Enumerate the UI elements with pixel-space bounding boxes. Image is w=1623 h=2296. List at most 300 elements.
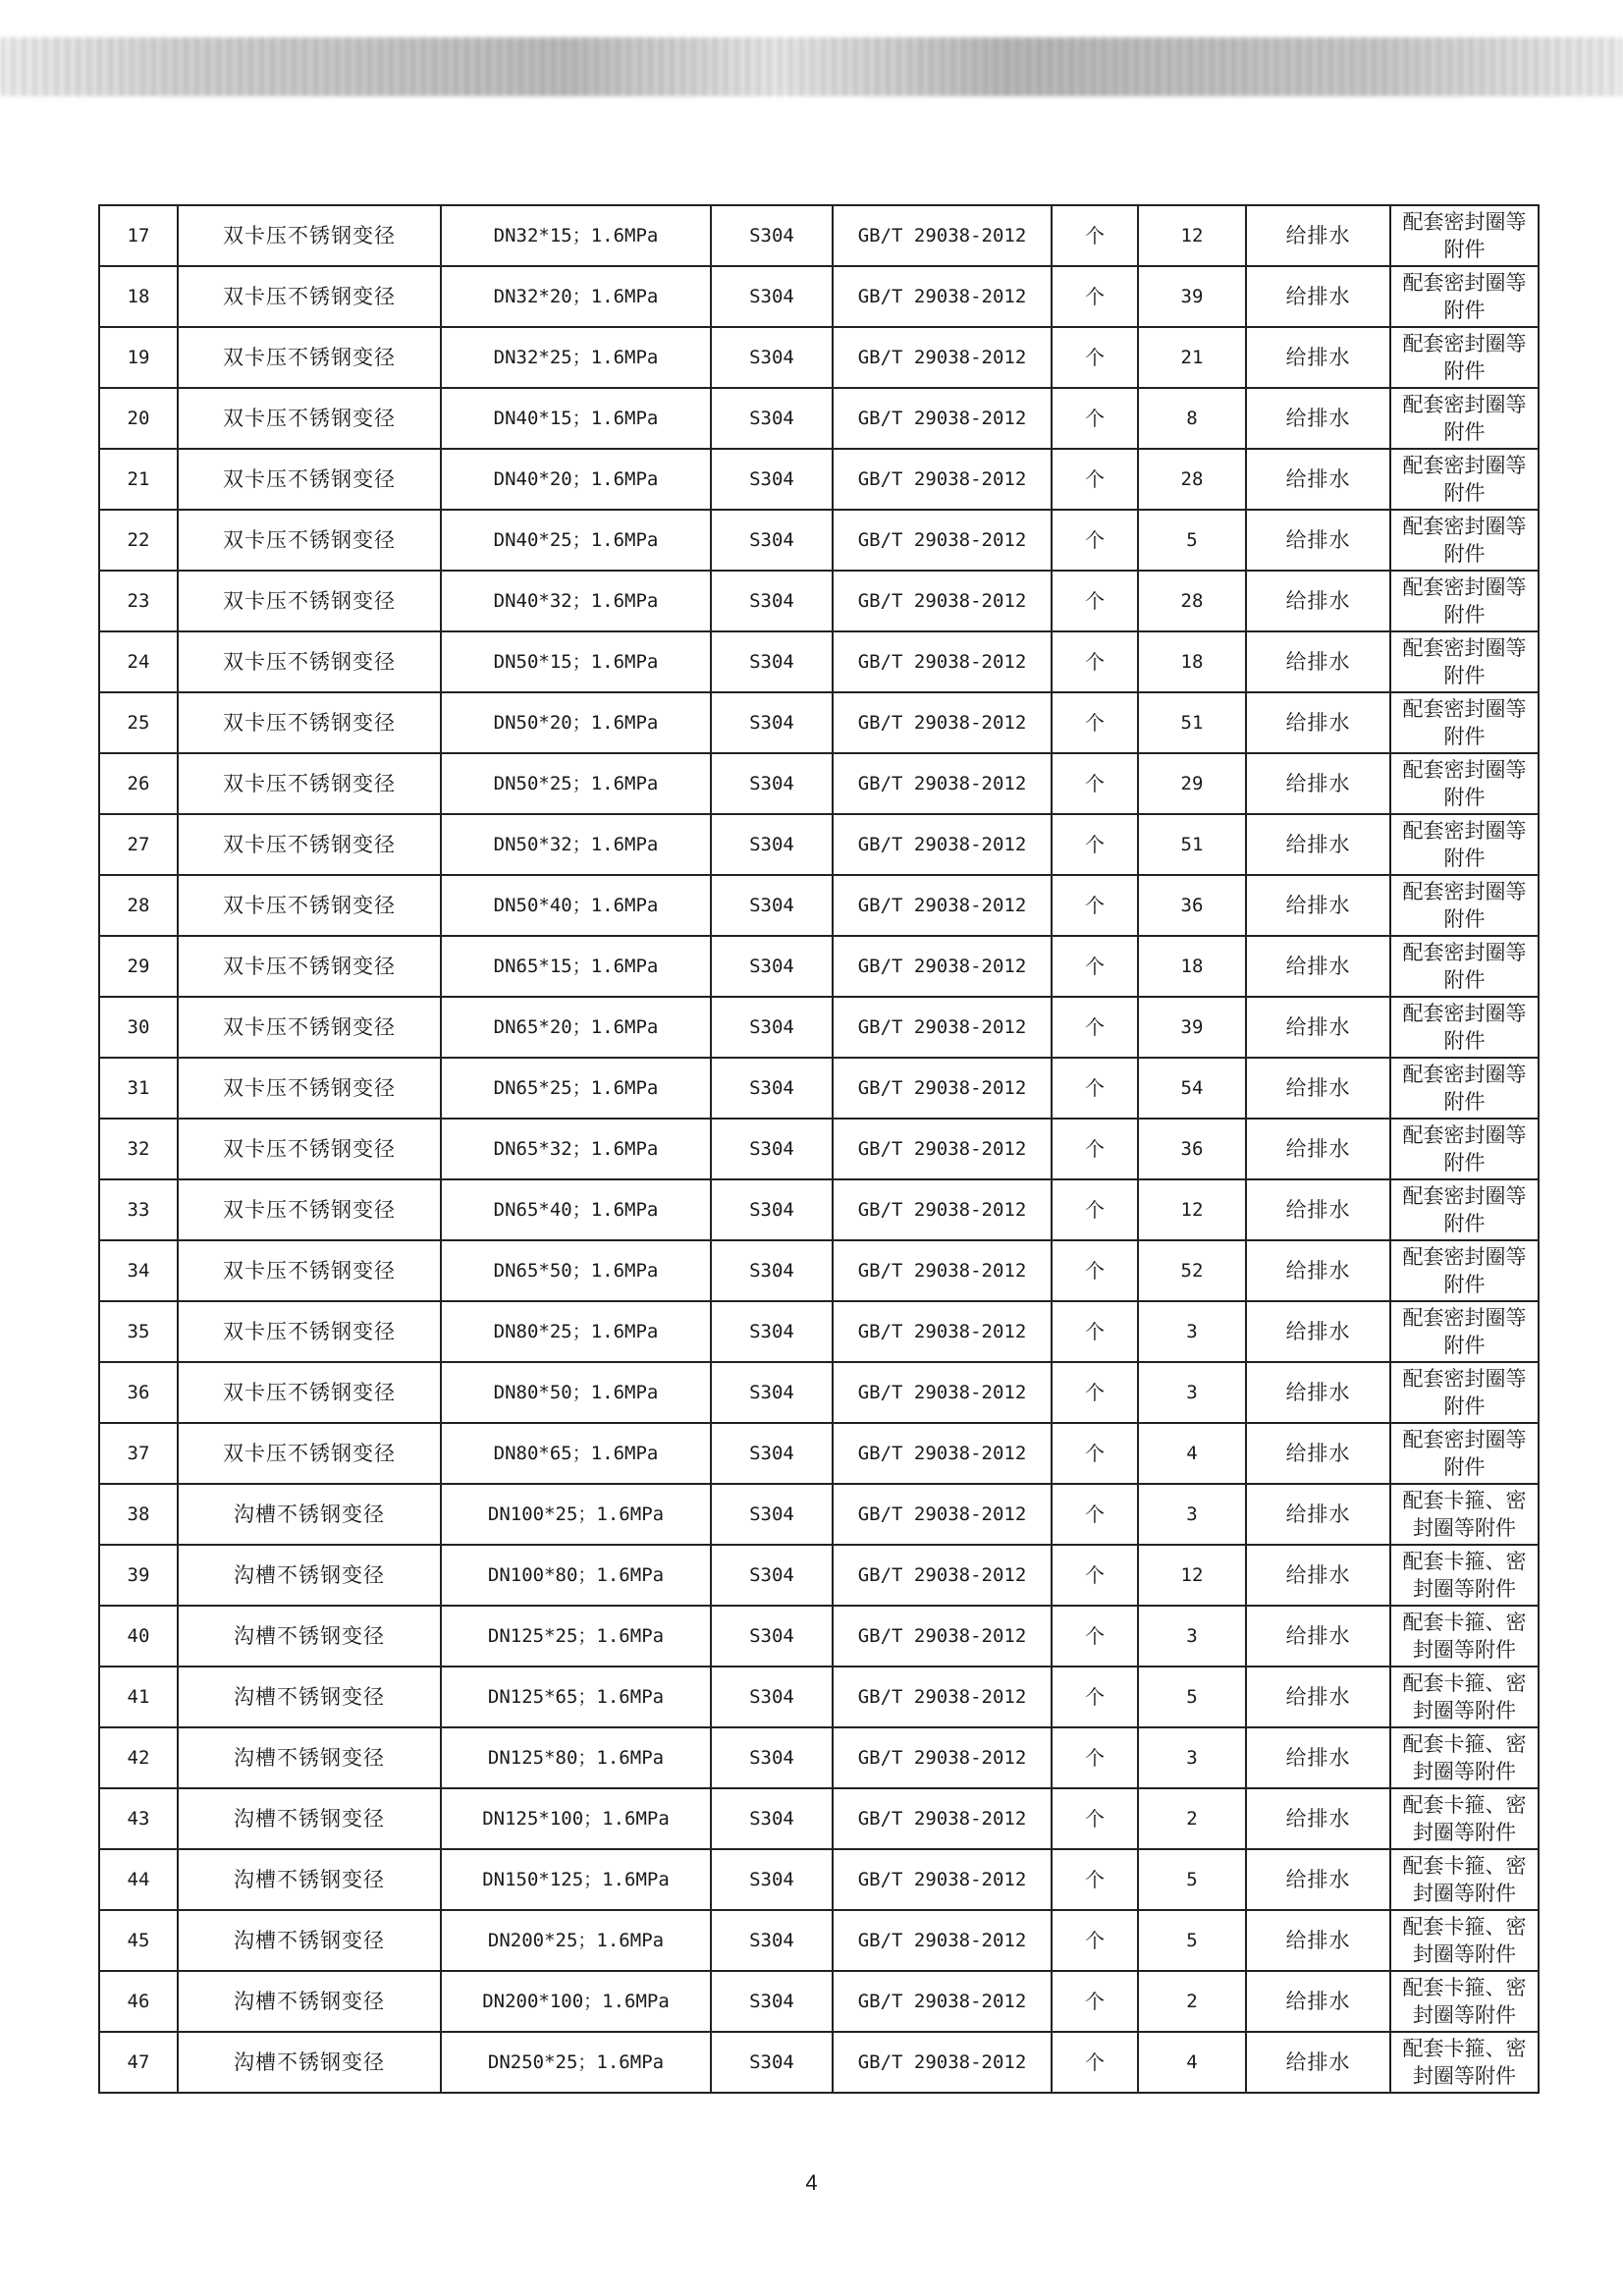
product-name-cell: 双卡压不锈钢变径 <box>178 205 441 266</box>
material-cell: S304 <box>711 875 833 936</box>
usage-cell: 给排水 <box>1246 1971 1390 2032</box>
remark-cell: 配套密封圈等附件 <box>1390 692 1539 753</box>
quantity-cell: 2 <box>1138 1788 1246 1849</box>
row-index-cell: 33 <box>99 1179 178 1240</box>
specification-cell: DN200*25；1.6MPa <box>441 1910 711 1971</box>
remark-cell: 配套密封圈等附件 <box>1390 1423 1539 1484</box>
usage-cell: 给排水 <box>1246 388 1390 449</box>
unit-cell: 个 <box>1052 1179 1138 1240</box>
material-cell: S304 <box>711 266 833 327</box>
specification-cell: DN50*32；1.6MPa <box>441 814 711 875</box>
product-name-cell: 双卡压不锈钢变径 <box>178 327 441 388</box>
material-cell: S304 <box>711 2032 833 2093</box>
row-index-cell: 35 <box>99 1301 178 1362</box>
material-cell: S304 <box>711 510 833 571</box>
remark-cell: 配套卡箍、密封圈等附件 <box>1390 2032 1539 2093</box>
specification-cell: DN125*100；1.6MPa <box>441 1788 711 1849</box>
specification-cell: DN100*25；1.6MPa <box>441 1484 711 1545</box>
table-row <box>99 753 1539 814</box>
specification-cell: DN50*40；1.6MPa <box>441 875 711 936</box>
product-name-cell: 沟槽不锈钢变径 <box>178 1849 441 1910</box>
table-row <box>99 1362 1539 1423</box>
row-index-cell: 34 <box>99 1240 178 1301</box>
usage-cell: 给排水 <box>1246 1667 1390 1727</box>
specification-cell: DN32*20；1.6MPa <box>441 266 711 327</box>
product-name-cell: 沟槽不锈钢变径 <box>178 2032 441 2093</box>
row-index-cell: 27 <box>99 814 178 875</box>
standard-cell: GB/T 29038-2012 <box>833 753 1052 814</box>
row-index-cell: 20 <box>99 388 178 449</box>
specification-cell: DN32*25；1.6MPa <box>441 327 711 388</box>
specification-cell: DN40*20；1.6MPa <box>441 449 711 510</box>
quantity-cell: 29 <box>1138 753 1246 814</box>
product-name-cell: 双卡压不锈钢变径 <box>178 266 441 327</box>
materials-table <box>98 204 1540 2094</box>
material-cell: S304 <box>711 1788 833 1849</box>
standard-cell: GB/T 29038-2012 <box>833 1179 1052 1240</box>
material-cell: S304 <box>711 1667 833 1727</box>
table-row <box>99 510 1539 571</box>
unit-cell: 个 <box>1052 1545 1138 1606</box>
material-cell: S304 <box>711 1423 833 1484</box>
row-index-cell: 42 <box>99 1727 178 1788</box>
quantity-cell: 39 <box>1138 997 1246 1058</box>
product-name-cell: 双卡压不锈钢变径 <box>178 1058 441 1119</box>
usage-cell: 给排水 <box>1246 1301 1390 1362</box>
row-index-cell: 17 <box>99 205 178 266</box>
remark-cell: 配套密封圈等附件 <box>1390 875 1539 936</box>
row-index-cell: 19 <box>99 327 178 388</box>
unit-cell: 个 <box>1052 388 1138 449</box>
row-index-cell: 22 <box>99 510 178 571</box>
remark-cell: 配套密封圈等附件 <box>1390 997 1539 1058</box>
product-name-cell: 双卡压不锈钢变径 <box>178 631 441 692</box>
unit-cell: 个 <box>1052 936 1138 997</box>
material-cell: S304 <box>711 936 833 997</box>
specification-cell: DN50*25；1.6MPa <box>441 753 711 814</box>
product-name-cell: 双卡压不锈钢变径 <box>178 1362 441 1423</box>
remark-cell: 配套密封圈等附件 <box>1390 327 1539 388</box>
table-row <box>99 1240 1539 1301</box>
standard-cell: GB/T 29038-2012 <box>833 571 1052 631</box>
remark-cell: 配套密封圈等附件 <box>1390 1301 1539 1362</box>
quantity-cell: 8 <box>1138 388 1246 449</box>
usage-cell: 给排水 <box>1246 753 1390 814</box>
usage-cell: 给排水 <box>1246 875 1390 936</box>
standard-cell: GB/T 29038-2012 <box>833 631 1052 692</box>
specification-cell: DN40*15；1.6MPa <box>441 388 711 449</box>
unit-cell: 个 <box>1052 1362 1138 1423</box>
usage-cell: 给排水 <box>1246 571 1390 631</box>
material-cell: S304 <box>711 814 833 875</box>
quantity-cell: 4 <box>1138 1423 1246 1484</box>
material-cell: S304 <box>711 631 833 692</box>
quantity-cell: 2 <box>1138 1971 1246 2032</box>
row-index-cell: 47 <box>99 2032 178 2093</box>
quantity-cell: 3 <box>1138 1301 1246 1362</box>
standard-cell: GB/T 29038-2012 <box>833 1240 1052 1301</box>
standard-cell: GB/T 29038-2012 <box>833 997 1052 1058</box>
usage-cell: 给排水 <box>1246 266 1390 327</box>
table-row <box>99 1971 1539 2032</box>
remark-cell: 配套卡箍、密封圈等附件 <box>1390 1849 1539 1910</box>
specification-cell: DN100*80；1.6MPa <box>441 1545 711 1606</box>
specification-cell: DN65*25；1.6MPa <box>441 1058 711 1119</box>
quantity-cell: 51 <box>1138 814 1246 875</box>
usage-cell: 给排水 <box>1246 1788 1390 1849</box>
unit-cell: 个 <box>1052 1667 1138 1727</box>
product-name-cell: 沟槽不锈钢变径 <box>178 1545 441 1606</box>
remark-cell: 配套密封圈等附件 <box>1390 449 1539 510</box>
usage-cell: 给排水 <box>1246 2032 1390 2093</box>
table-row <box>99 1788 1539 1849</box>
table-row <box>99 205 1539 266</box>
quantity-cell: 12 <box>1138 1179 1246 1240</box>
row-index-cell: 37 <box>99 1423 178 1484</box>
table-row <box>99 571 1539 631</box>
unit-cell: 个 <box>1052 571 1138 631</box>
table-row <box>99 1058 1539 1119</box>
material-cell: S304 <box>711 1301 833 1362</box>
row-index-cell: 40 <box>99 1606 178 1667</box>
row-index-cell: 41 <box>99 1667 178 1727</box>
table-row <box>99 327 1539 388</box>
unit-cell: 个 <box>1052 1484 1138 1545</box>
unit-cell: 个 <box>1052 1849 1138 1910</box>
row-index-cell: 29 <box>99 936 178 997</box>
specification-cell: DN65*20；1.6MPa <box>441 997 711 1058</box>
material-cell: S304 <box>711 1971 833 2032</box>
specification-cell: DN80*25；1.6MPa <box>441 1301 711 1362</box>
quantity-cell: 3 <box>1138 1606 1246 1667</box>
unit-cell: 个 <box>1052 2032 1138 2093</box>
standard-cell: GB/T 29038-2012 <box>833 1788 1052 1849</box>
table-row <box>99 1667 1539 1727</box>
product-name-cell: 沟槽不锈钢变径 <box>178 1971 441 2032</box>
remark-cell: 配套卡箍、密封圈等附件 <box>1390 1606 1539 1667</box>
unit-cell: 个 <box>1052 814 1138 875</box>
unit-cell: 个 <box>1052 1119 1138 1179</box>
row-index-cell: 23 <box>99 571 178 631</box>
usage-cell: 给排水 <box>1246 510 1390 571</box>
unit-cell: 个 <box>1052 266 1138 327</box>
specification-cell: DN32*15；1.6MPa <box>441 205 711 266</box>
usage-cell: 给排水 <box>1246 1240 1390 1301</box>
row-index-cell: 31 <box>99 1058 178 1119</box>
remark-cell: 配套密封圈等附件 <box>1390 814 1539 875</box>
product-name-cell: 双卡压不锈钢变径 <box>178 936 441 997</box>
product-name-cell: 双卡压不锈钢变径 <box>178 449 441 510</box>
usage-cell: 给排水 <box>1246 1484 1390 1545</box>
specification-cell: DN250*25；1.6MPa <box>441 2032 711 2093</box>
table-row <box>99 875 1539 936</box>
remark-cell: 配套卡箍、密封圈等附件 <box>1390 1484 1539 1545</box>
row-index-cell: 25 <box>99 692 178 753</box>
specification-cell: DN80*50；1.6MPa <box>441 1362 711 1423</box>
standard-cell: GB/T 29038-2012 <box>833 1484 1052 1545</box>
quantity-cell: 28 <box>1138 449 1246 510</box>
standard-cell: GB/T 29038-2012 <box>833 1606 1052 1667</box>
product-name-cell: 双卡压不锈钢变径 <box>178 1423 441 1484</box>
table-row <box>99 388 1539 449</box>
quantity-cell: 5 <box>1138 1667 1246 1727</box>
table-row <box>99 814 1539 875</box>
remark-cell: 配套密封圈等附件 <box>1390 1179 1539 1240</box>
material-cell: S304 <box>711 753 833 814</box>
specification-cell: DN65*50；1.6MPa <box>441 1240 711 1301</box>
specification-cell: DN65*40；1.6MPa <box>441 1179 711 1240</box>
quantity-cell: 51 <box>1138 692 1246 753</box>
standard-cell: GB/T 29038-2012 <box>833 1910 1052 1971</box>
product-name-cell: 双卡压不锈钢变径 <box>178 753 441 814</box>
usage-cell: 给排水 <box>1246 1849 1390 1910</box>
standard-cell: GB/T 29038-2012 <box>833 205 1052 266</box>
quantity-cell: 54 <box>1138 1058 1246 1119</box>
standard-cell: GB/T 29038-2012 <box>833 327 1052 388</box>
standard-cell: GB/T 29038-2012 <box>833 449 1052 510</box>
standard-cell: GB/T 29038-2012 <box>833 1119 1052 1179</box>
usage-cell: 给排水 <box>1246 936 1390 997</box>
unit-cell: 个 <box>1052 1606 1138 1667</box>
row-index-cell: 24 <box>99 631 178 692</box>
remark-cell: 配套密封圈等附件 <box>1390 1119 1539 1179</box>
unit-cell: 个 <box>1052 1301 1138 1362</box>
remark-cell: 配套密封圈等附件 <box>1390 266 1539 327</box>
standard-cell: GB/T 29038-2012 <box>833 1971 1052 2032</box>
standard-cell: GB/T 29038-2012 <box>833 1301 1052 1362</box>
material-cell: S304 <box>711 1119 833 1179</box>
table-row <box>99 936 1539 997</box>
table-row <box>99 1119 1539 1179</box>
remark-cell: 配套密封圈等附件 <box>1390 205 1539 266</box>
product-name-cell: 沟槽不锈钢变径 <box>178 1667 441 1727</box>
table-row <box>99 1606 1539 1667</box>
material-cell: S304 <box>711 1362 833 1423</box>
specification-cell: DN200*100；1.6MPa <box>441 1971 711 2032</box>
usage-cell: 给排水 <box>1246 1545 1390 1606</box>
unit-cell: 个 <box>1052 1423 1138 1484</box>
row-index-cell: 30 <box>99 997 178 1058</box>
table-row <box>99 997 1539 1058</box>
material-cell: S304 <box>711 1484 833 1545</box>
remark-cell: 配套密封圈等附件 <box>1390 1362 1539 1423</box>
row-index-cell: 26 <box>99 753 178 814</box>
table-body <box>99 205 1539 2093</box>
remark-cell: 配套卡箍、密封圈等附件 <box>1390 1545 1539 1606</box>
unit-cell: 个 <box>1052 997 1138 1058</box>
remark-cell: 配套密封圈等附件 <box>1390 753 1539 814</box>
material-cell: S304 <box>711 388 833 449</box>
remark-cell: 配套密封圈等附件 <box>1390 1240 1539 1301</box>
specification-cell: DN50*20；1.6MPa <box>441 692 711 753</box>
table-row <box>99 1545 1539 1606</box>
material-cell: S304 <box>711 571 833 631</box>
standard-cell: GB/T 29038-2012 <box>833 510 1052 571</box>
remark-cell: 配套密封圈等附件 <box>1390 936 1539 997</box>
row-index-cell: 43 <box>99 1788 178 1849</box>
scan-artifact-strip <box>0 37 1623 96</box>
specification-cell: DN150*125；1.6MPa <box>441 1849 711 1910</box>
standard-cell: GB/T 29038-2012 <box>833 814 1052 875</box>
product-name-cell: 沟槽不锈钢变径 <box>178 1910 441 1971</box>
product-name-cell: 沟槽不锈钢变径 <box>178 1788 441 1849</box>
standard-cell: GB/T 29038-2012 <box>833 1362 1052 1423</box>
quantity-cell: 3 <box>1138 1727 1246 1788</box>
usage-cell: 给排水 <box>1246 449 1390 510</box>
quantity-cell: 5 <box>1138 510 1246 571</box>
standard-cell: GB/T 29038-2012 <box>833 1058 1052 1119</box>
usage-cell: 给排水 <box>1246 1179 1390 1240</box>
table-row <box>99 1727 1539 1788</box>
material-cell: S304 <box>711 1058 833 1119</box>
standard-cell: GB/T 29038-2012 <box>833 1545 1052 1606</box>
material-cell: S304 <box>711 1910 833 1971</box>
remark-cell: 配套卡箍、密封圈等附件 <box>1390 1971 1539 2032</box>
unit-cell: 个 <box>1052 449 1138 510</box>
standard-cell: GB/T 29038-2012 <box>833 1727 1052 1788</box>
unit-cell: 个 <box>1052 1910 1138 1971</box>
unit-cell: 个 <box>1052 1788 1138 1849</box>
unit-cell: 个 <box>1052 510 1138 571</box>
quantity-cell: 5 <box>1138 1849 1246 1910</box>
quantity-cell: 3 <box>1138 1362 1246 1423</box>
material-cell: S304 <box>711 692 833 753</box>
product-name-cell: 双卡压不锈钢变径 <box>178 510 441 571</box>
table-row <box>99 1910 1539 1971</box>
standard-cell: GB/T 29038-2012 <box>833 692 1052 753</box>
unit-cell: 个 <box>1052 1971 1138 2032</box>
row-index-cell: 45 <box>99 1910 178 1971</box>
standard-cell: GB/T 29038-2012 <box>833 875 1052 936</box>
quantity-cell: 18 <box>1138 936 1246 997</box>
specification-cell: DN65*32；1.6MPa <box>441 1119 711 1179</box>
usage-cell: 给排水 <box>1246 1910 1390 1971</box>
specification-cell: DN40*25；1.6MPa <box>441 510 711 571</box>
specification-cell: DN125*65；1.6MPa <box>441 1667 711 1727</box>
material-cell: S304 <box>711 1606 833 1667</box>
table-row <box>99 1484 1539 1545</box>
product-name-cell: 双卡压不锈钢变径 <box>178 875 441 936</box>
material-cell: S304 <box>711 1179 833 1240</box>
remark-cell: 配套卡箍、密封圈等附件 <box>1390 1788 1539 1849</box>
standard-cell: GB/T 29038-2012 <box>833 936 1052 997</box>
unit-cell: 个 <box>1052 1727 1138 1788</box>
product-name-cell: 双卡压不锈钢变径 <box>178 814 441 875</box>
product-name-cell: 沟槽不锈钢变径 <box>178 1727 441 1788</box>
specification-cell: DN50*15；1.6MPa <box>441 631 711 692</box>
row-index-cell: 36 <box>99 1362 178 1423</box>
row-index-cell: 21 <box>99 449 178 510</box>
quantity-cell: 3 <box>1138 1484 1246 1545</box>
row-index-cell: 44 <box>99 1849 178 1910</box>
product-name-cell: 双卡压不锈钢变径 <box>178 692 441 753</box>
remark-cell: 配套卡箍、密封圈等附件 <box>1390 1727 1539 1788</box>
material-cell: S304 <box>711 449 833 510</box>
usage-cell: 给排水 <box>1246 1058 1390 1119</box>
product-name-cell: 双卡压不锈钢变径 <box>178 571 441 631</box>
row-index-cell: 39 <box>99 1545 178 1606</box>
quantity-cell: 39 <box>1138 266 1246 327</box>
table-row <box>99 631 1539 692</box>
specification-cell: DN65*15；1.6MPa <box>441 936 711 997</box>
page-number: 4 <box>805 2170 818 2195</box>
product-name-cell: 双卡压不锈钢变径 <box>178 997 441 1058</box>
remark-cell: 配套密封圈等附件 <box>1390 388 1539 449</box>
quantity-cell: 5 <box>1138 1910 1246 1971</box>
product-name-cell: 双卡压不锈钢变径 <box>178 1179 441 1240</box>
material-cell: S304 <box>711 327 833 388</box>
row-index-cell: 46 <box>99 1971 178 2032</box>
remark-cell: 配套密封圈等附件 <box>1390 510 1539 571</box>
usage-cell: 给排水 <box>1246 997 1390 1058</box>
usage-cell: 给排水 <box>1246 692 1390 753</box>
table-row <box>99 1179 1539 1240</box>
unit-cell: 个 <box>1052 1058 1138 1119</box>
quantity-cell: 21 <box>1138 327 1246 388</box>
table-row <box>99 1423 1539 1484</box>
standard-cell: GB/T 29038-2012 <box>833 388 1052 449</box>
row-index-cell: 28 <box>99 875 178 936</box>
specification-cell: DN80*65；1.6MPa <box>441 1423 711 1484</box>
unit-cell: 个 <box>1052 875 1138 936</box>
quantity-cell: 52 <box>1138 1240 1246 1301</box>
unit-cell: 个 <box>1052 1240 1138 1301</box>
table-row <box>99 1849 1539 1910</box>
remark-cell: 配套密封圈等附件 <box>1390 1058 1539 1119</box>
product-name-cell: 双卡压不锈钢变径 <box>178 1240 441 1301</box>
quantity-cell: 12 <box>1138 205 1246 266</box>
quantity-cell: 36 <box>1138 1119 1246 1179</box>
material-cell: S304 <box>711 1240 833 1301</box>
table-row <box>99 692 1539 753</box>
quantity-cell: 4 <box>1138 2032 1246 2093</box>
remark-cell: 配套密封圈等附件 <box>1390 631 1539 692</box>
table-row <box>99 2032 1539 2093</box>
quantity-cell: 36 <box>1138 875 1246 936</box>
row-index-cell: 18 <box>99 266 178 327</box>
standard-cell: GB/T 29038-2012 <box>833 1423 1052 1484</box>
product-name-cell: 双卡压不锈钢变径 <box>178 1301 441 1362</box>
material-cell: S304 <box>711 205 833 266</box>
remark-cell: 配套卡箍、密封圈等附件 <box>1390 1667 1539 1727</box>
product-name-cell: 沟槽不锈钢变径 <box>178 1484 441 1545</box>
product-name-cell: 双卡压不锈钢变径 <box>178 1119 441 1179</box>
remark-cell: 配套卡箍、密封圈等附件 <box>1390 1910 1539 1971</box>
usage-cell: 给排水 <box>1246 1119 1390 1179</box>
standard-cell: GB/T 29038-2012 <box>833 1667 1052 1727</box>
unit-cell: 个 <box>1052 327 1138 388</box>
standard-cell: GB/T 29038-2012 <box>833 1849 1052 1910</box>
product-name-cell: 双卡压不锈钢变径 <box>178 388 441 449</box>
product-name-cell: 沟槽不锈钢变径 <box>178 1606 441 1667</box>
table-row <box>99 1301 1539 1362</box>
unit-cell: 个 <box>1052 753 1138 814</box>
specification-cell: DN40*32；1.6MPa <box>441 571 711 631</box>
usage-cell: 给排水 <box>1246 814 1390 875</box>
material-cell: S304 <box>711 1849 833 1910</box>
quantity-cell: 28 <box>1138 571 1246 631</box>
material-cell: S304 <box>711 997 833 1058</box>
usage-cell: 给排水 <box>1246 205 1390 266</box>
specification-cell: DN125*80；1.6MPa <box>441 1727 711 1788</box>
quantity-cell: 12 <box>1138 1545 1246 1606</box>
material-cell: S304 <box>711 1727 833 1788</box>
usage-cell: 给排水 <box>1246 1423 1390 1484</box>
row-index-cell: 32 <box>99 1119 178 1179</box>
standard-cell: GB/T 29038-2012 <box>833 2032 1052 2093</box>
unit-cell: 个 <box>1052 692 1138 753</box>
usage-cell: 给排水 <box>1246 1727 1390 1788</box>
